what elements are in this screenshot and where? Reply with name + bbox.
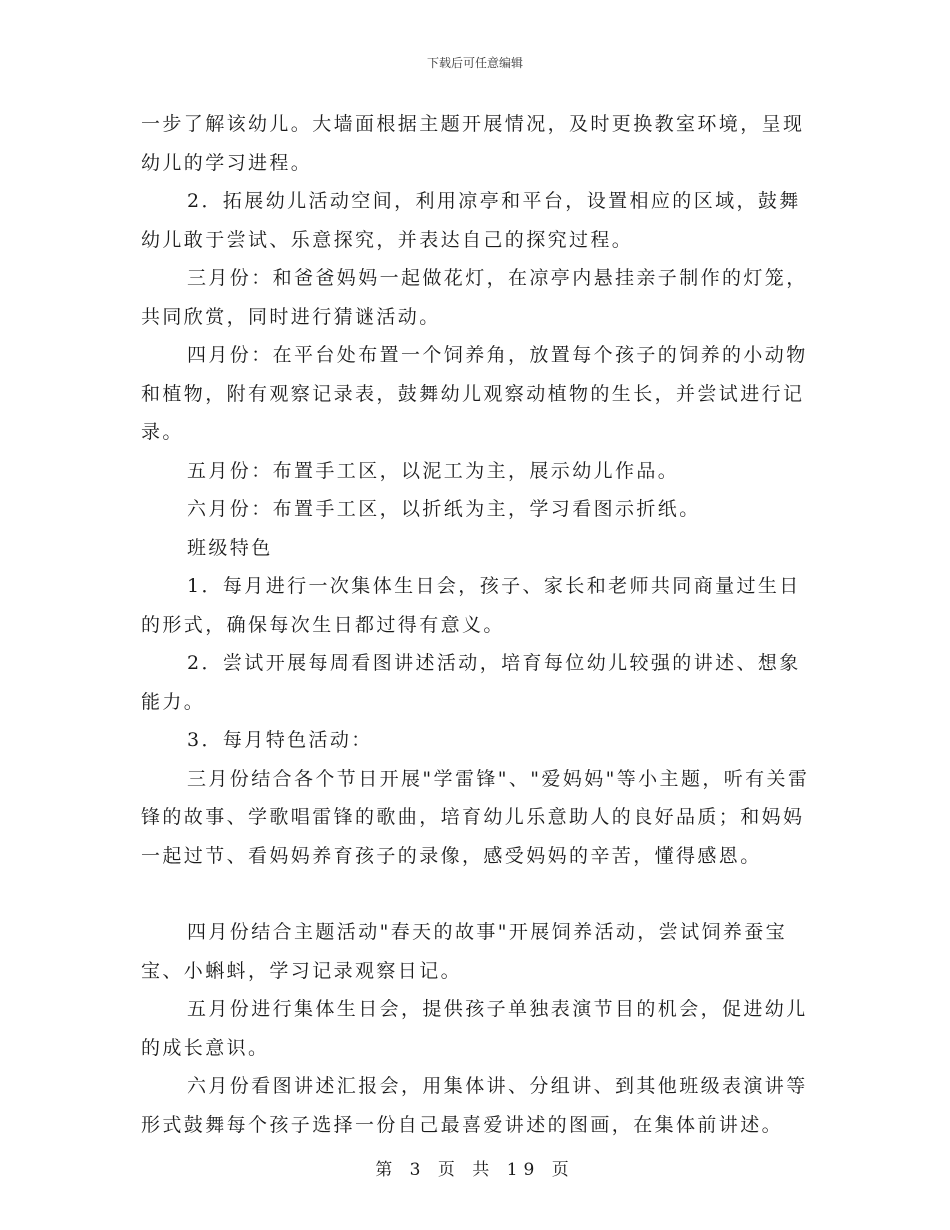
paragraph-2: 2．拓展幼儿活动空间，利用凉亭和平台，设置相应的区域，鼓舞幼儿敢于尝试、乐意探究，并表达自己的探究过程。: [141, 190, 801, 251]
paragraph-5: 五月份：布置手工区，以泥工为主，展示幼儿作品。: [187, 459, 680, 482]
section-heading-class-features: 班级特色: [187, 536, 273, 559]
paragraph-13: 五月份进行集体生日会，提供孩子单独表演节目的机会，促进幼儿的成长意识。: [141, 998, 808, 1059]
paragraph-12: 四月份结合主题活动"春天的故事"开展饲养活动，尝试饲养蚕宝宝、小蝌蚪，学习记录观察日记。: [141, 921, 788, 982]
paragraph-3: 三月份：和爸爸妈妈一起做花灯，在凉亭内悬挂亲子制作的灯笼，共同欣赏，同时进行猜谜活动。: [141, 267, 808, 328]
page-header: 下载后可任意编辑: [426, 56, 523, 70]
paragraph-14: 六月份看图讲述汇报会，用集体讲、分组讲、到其他班级表演讲等形式鼓舞每个孩子选择一份自己最喜爱讲述的图画，在集体前讲述。: [141, 1075, 808, 1136]
paragraph-9: 2．尝试开展每周看图讲述活动，培育每位幼儿较强的讲述、想象能力。: [141, 652, 801, 713]
paragraph-1: 一步了解该幼儿。大墙面根据主题开展情况，及时更换教室环境，呈现幼儿的学习进程。: [141, 113, 805, 174]
paragraph-10: 3．每月特色活动：: [187, 729, 373, 751]
document-body: [141, 105, 811, 1144]
paragraph-6: 六月份：布置手工区，以折纸为主，学习看图示折纸。: [187, 498, 701, 520]
paragraph-11: 三月份结合各个节日开展"学雷锋"、"爱妈妈"等小主题，听有关雷锋的故事、学歌唱雷锋的歌曲，培育幼儿乐意助人的良好品质；和妈妈一起过节、看妈妈养育孩子的录像，感受妈妈的辛苦，懂得感恩。: [141, 767, 810, 867]
page-number-footer: 第 3 页 共 19 页: [375, 1160, 575, 1180]
paragraph-8: 1．每月进行一次集体生日会，孩子、家长和老师共同商量过生日的形式，确保每次生日都过得有意义。: [141, 575, 801, 636]
paragraph-4: 四月份：在平台处布置一个饲养角，放置每个孩子的饲养的小动物和植物，附有观察记录表，鼓舞幼儿观察动植物的生长，并尝试进行记录。: [141, 344, 808, 443]
paragraph-gap: [141, 875, 811, 913]
